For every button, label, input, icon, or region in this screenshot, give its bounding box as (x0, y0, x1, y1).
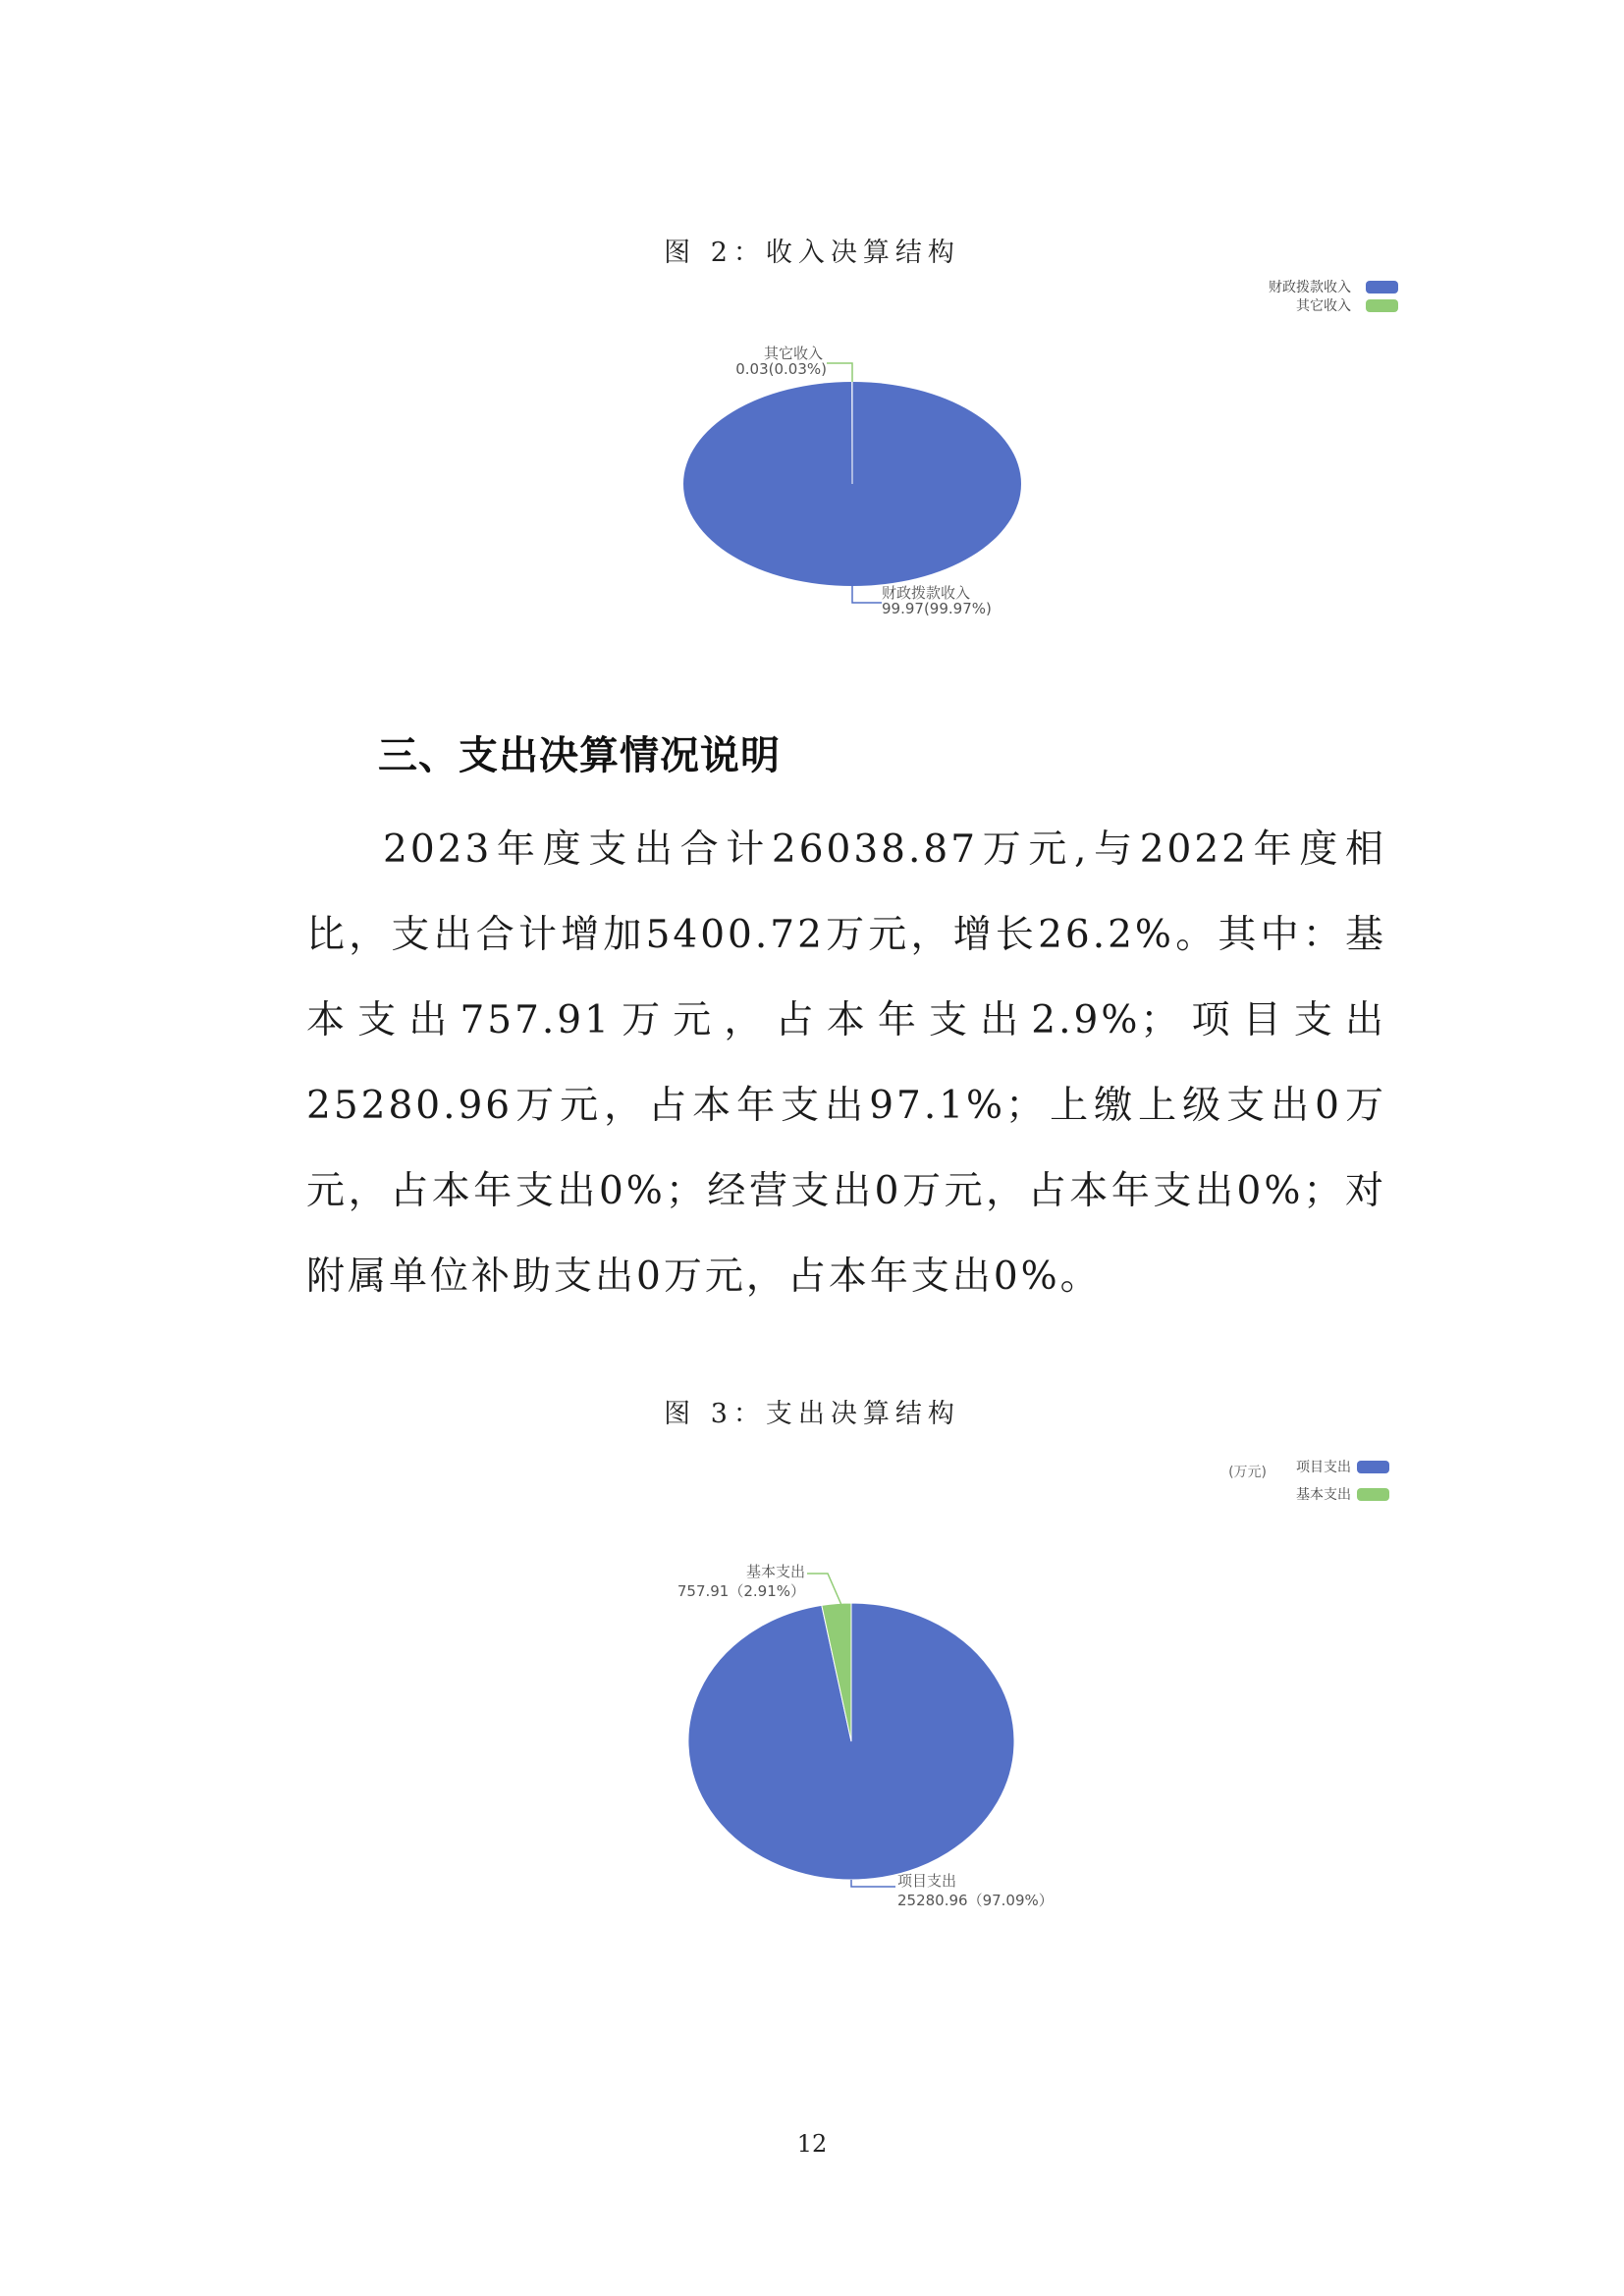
legend-label: 基本支出 (1296, 1487, 1351, 1503)
data-label-name: 基本支出 (745, 1563, 805, 1580)
legend-swatch (1357, 1461, 1389, 1473)
legend-swatch (1366, 281, 1398, 294)
body-paragraph: 2023年度支出合计26038.87万元,与2022年度相比，支出合计增加5400.72万元，增长26.2%。其中：基本支出757.91万元，占本年支出2.9%；项目支出25280.96万元，占本年支出97.1%；上缴上级支出0万元，占本年支出0%；经营支出0万元，占本年支出0%；对附属单位补助支出0万元，占本年支出0%。 (306, 828, 1386, 1299)
legend-label: 项目支出 (1296, 1460, 1351, 1475)
data-label-value: 0.03(0.03%) (735, 360, 827, 378)
legend-swatch (1366, 299, 1398, 312)
legend-label: 财政拨款收入 (1269, 280, 1351, 295)
data-label-value: 99.97(99.97%) (882, 600, 992, 617)
data-label-name: 项目支出 (897, 1872, 957, 1890)
legend-label: 其它收入 (1296, 298, 1351, 314)
data-label-name: 其它收入 (763, 345, 823, 362)
chart-title-income: 图 2：收入决算结构 (664, 238, 960, 268)
leader-line (807, 1574, 841, 1605)
data-label-value: 757.91（2.91%） (677, 1582, 805, 1600)
data-label-value: 25280.96（97.09%） (897, 1892, 1054, 1909)
income-pie-chart (0, 265, 1624, 628)
legend-swatch (1357, 1488, 1389, 1501)
chart-title-expense: 图 3：支出决算结构 (664, 1399, 960, 1429)
leader-line (827, 363, 852, 382)
leader-line (851, 1880, 895, 1887)
leader-line (852, 586, 882, 603)
page-number: 12 (796, 2130, 828, 2158)
data-label-name: 财政拨款收入 (882, 584, 971, 602)
legend-unit: (万元) (1228, 1465, 1267, 1480)
section-heading: 三、支出决算情况说明 (378, 733, 781, 778)
expense-pie-chart (0, 1443, 1624, 1924)
